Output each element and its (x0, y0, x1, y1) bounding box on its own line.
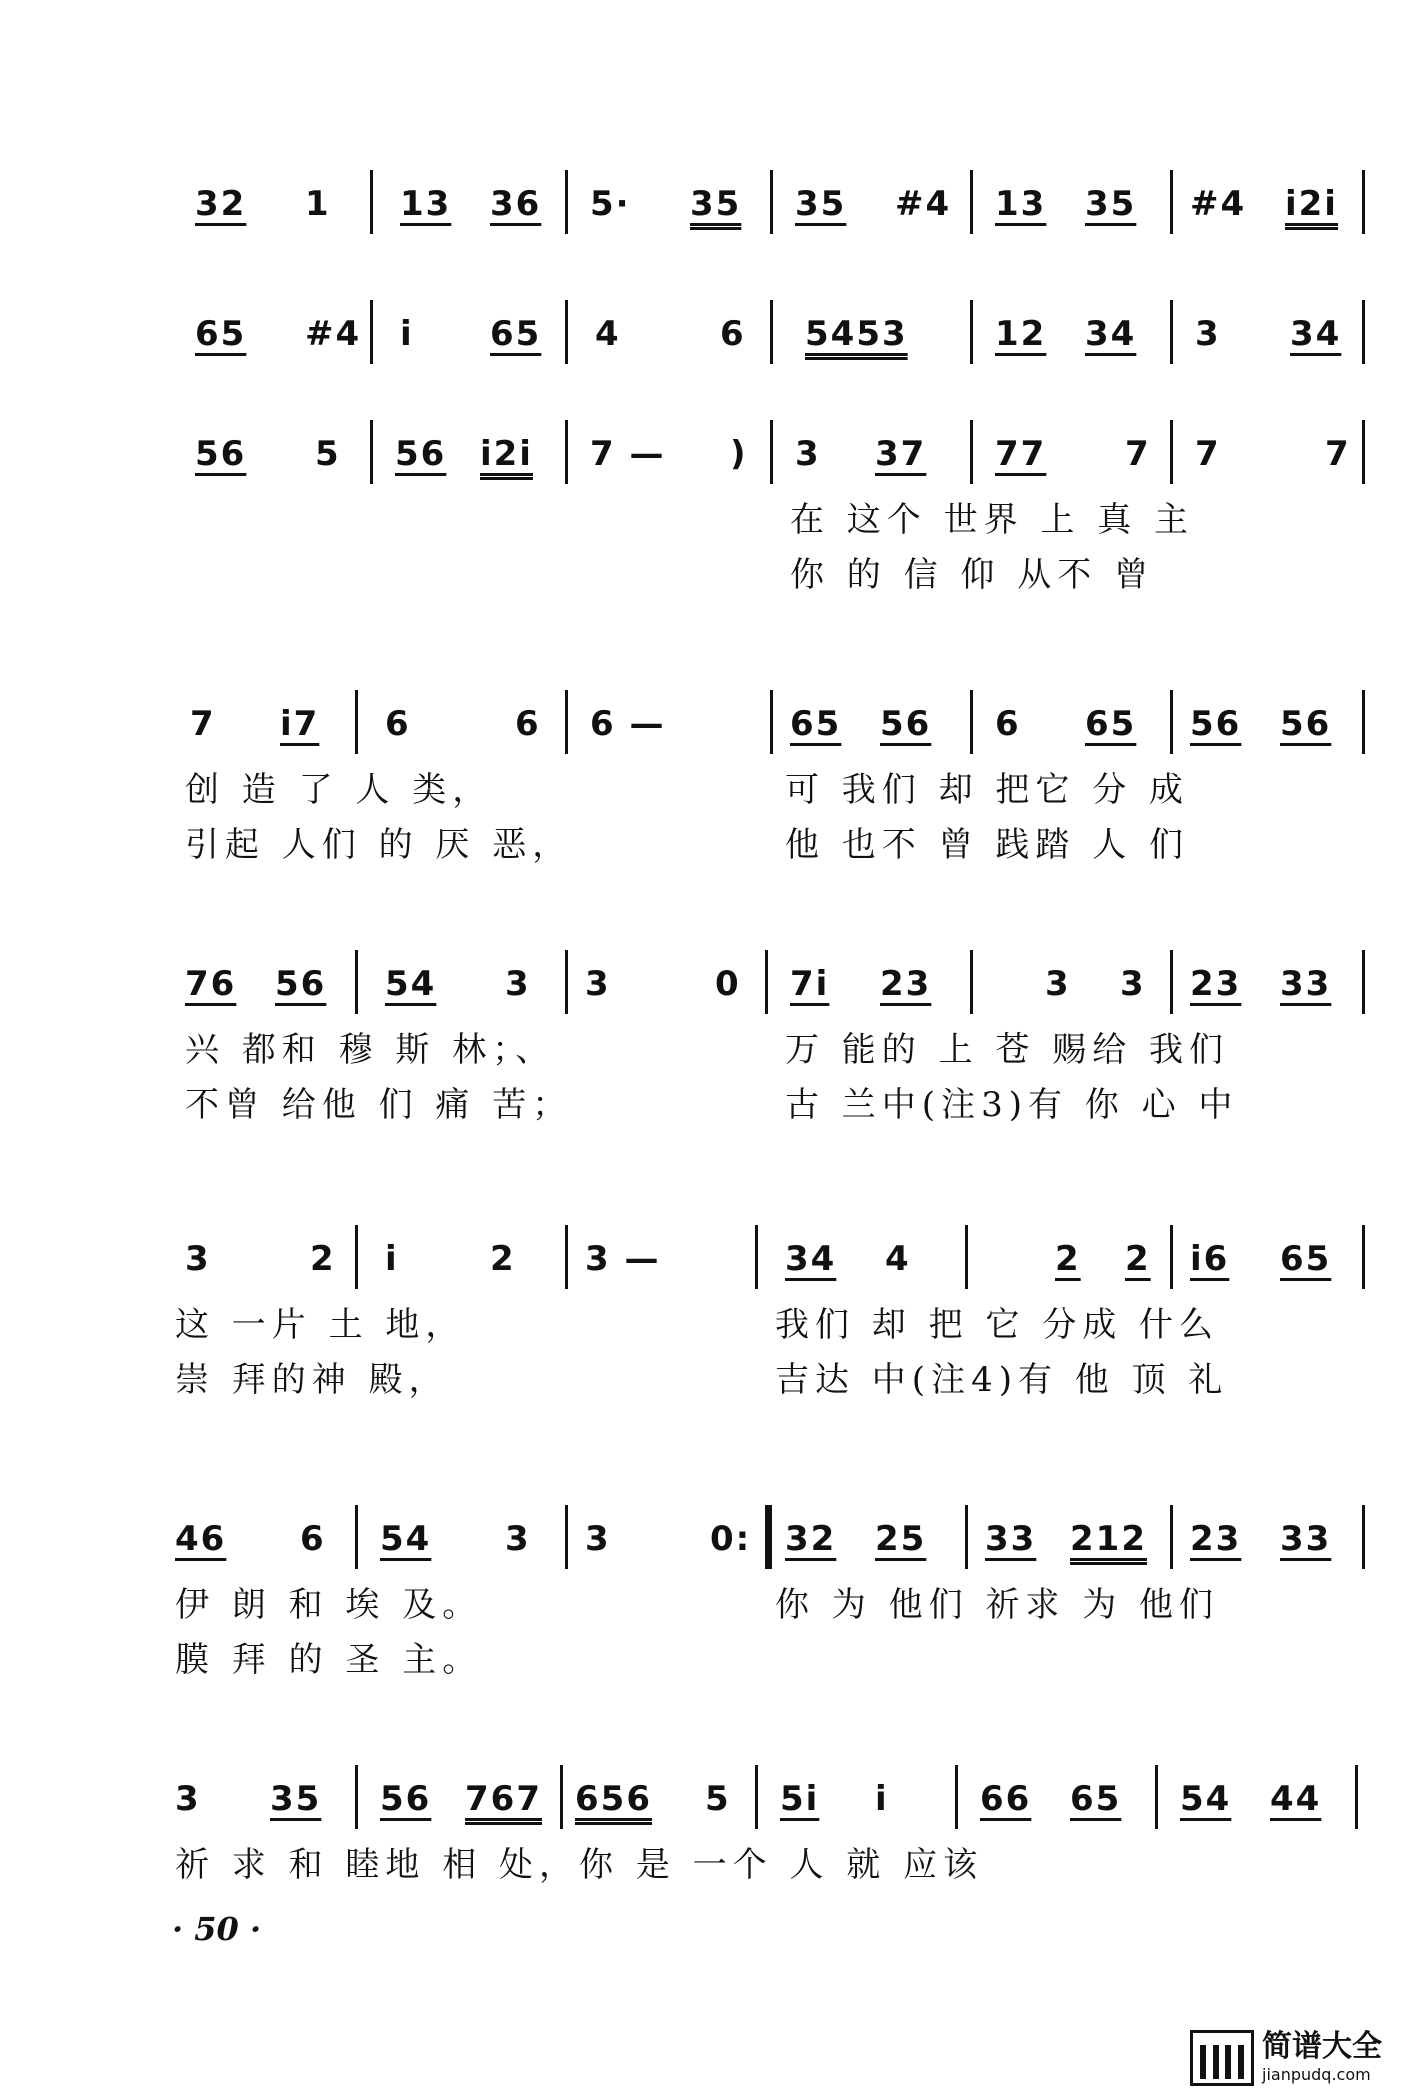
lyric-line-1a: 伊 朗 和 埃 及。 (175, 1585, 483, 1625)
note-group: 77 (995, 434, 1047, 474)
staff-system-3 (175, 420, 1365, 595)
barline (370, 420, 373, 484)
barline (560, 1765, 563, 1829)
barline (955, 1765, 958, 1829)
barline (1362, 950, 1365, 1014)
note-group: 56 (1190, 704, 1242, 744)
note: 6 (300, 1519, 326, 1559)
barline (970, 300, 973, 364)
notes-row (175, 1765, 1365, 1835)
note: 5 (705, 1779, 731, 1819)
note-group: 56 (195, 434, 247, 474)
note-group: 32 (195, 184, 247, 224)
lyric-line-1: 在 这个 世界 上 真 主 (790, 500, 1195, 540)
note-group: 46 (175, 1519, 227, 1559)
barline (565, 300, 568, 364)
note-group: 65 (1070, 1779, 1122, 1819)
note: i (400, 314, 414, 354)
note: #4 (305, 314, 362, 354)
note-group: 65 (1280, 1239, 1332, 1279)
note: 6 — (590, 704, 666, 744)
barline (370, 300, 373, 364)
note: i (385, 1239, 399, 1279)
barline (970, 950, 973, 1014)
note: 1 (305, 184, 331, 224)
barline (755, 1765, 758, 1829)
note: 6 (995, 704, 1021, 744)
note-group: 54 (380, 1519, 432, 1559)
note-group: 76 (185, 964, 237, 1004)
barline (1355, 1765, 1358, 1829)
note-group: 2 (1125, 1239, 1151, 1279)
note-group: 767 (465, 1779, 542, 1819)
note-group: 23 (1190, 964, 1242, 1004)
notes-row (175, 950, 1365, 1020)
note-group: 34 (1085, 314, 1137, 354)
note: 6 (720, 314, 746, 354)
barline (770, 170, 773, 234)
note: 6 (385, 704, 411, 744)
note-group: 23 (880, 964, 932, 1004)
note-group: i2i (1285, 184, 1338, 224)
barline (970, 690, 973, 754)
barline (1170, 950, 1173, 1014)
note-group: 12 (995, 314, 1047, 354)
watermark-url: jianpudq.com (1262, 2065, 1371, 2084)
lyric-line-2b: 他 也不 曾 践踏 人 们 (785, 825, 1190, 865)
note-group: 54 (1180, 1779, 1232, 1819)
lyric-line-2: 你 的 信 仰 从不 曾 (790, 555, 1155, 595)
note: #4 (895, 184, 952, 224)
barline (355, 950, 358, 1014)
note: 3 (1195, 314, 1221, 354)
note-group: i2i (480, 434, 533, 474)
note-group: 35 (270, 1779, 322, 1819)
staff-system-6 (175, 1225, 1365, 1400)
note-group: 7i (790, 964, 830, 1004)
notes-row (175, 1225, 1365, 1295)
lyric-line-1a: 创 造 了 人 类， (185, 770, 493, 810)
note-group: 34 (1290, 314, 1342, 354)
note-group: 25 (875, 1519, 927, 1559)
note: 5 (315, 434, 341, 474)
note-group: 56 (380, 1779, 432, 1819)
barline (565, 690, 568, 754)
note-group: 35 (795, 184, 847, 224)
note-group: 56 (880, 704, 932, 744)
barline (1362, 300, 1365, 364)
barline (1170, 170, 1173, 234)
note-group: 5453 (805, 314, 908, 354)
note: 7 — (590, 434, 666, 474)
note-group: i7 (280, 704, 320, 744)
note-group: 13 (995, 184, 1047, 224)
staff-system-4 (175, 690, 1365, 865)
note: 5· (590, 184, 631, 224)
barline (970, 420, 973, 484)
note-group: i6 (1190, 1239, 1230, 1279)
barline (565, 950, 568, 1014)
barline (1362, 420, 1365, 484)
note-group: 56 (275, 964, 327, 1004)
watermark-logo (1190, 2030, 1400, 2086)
note: 3 (585, 964, 611, 1004)
barline (770, 690, 773, 754)
notes-row (175, 300, 1365, 370)
barline (565, 1225, 568, 1289)
lyric-line-1a: 这 一片 土 地， (175, 1305, 466, 1345)
note-group: 23 (1190, 1519, 1242, 1559)
note-group: 65 (790, 704, 842, 744)
note: ) (730, 434, 748, 474)
barline (965, 1225, 968, 1289)
barline (965, 1505, 968, 1569)
note: 3 (1045, 964, 1071, 1004)
barline (370, 170, 373, 234)
note-group: 44 (1270, 1779, 1322, 1819)
note-group: 56 (1280, 704, 1332, 744)
lyric-line-2a: 膜 拜 的 圣 主。 (175, 1640, 483, 1680)
barline (355, 690, 358, 754)
note-group: 35 (690, 184, 742, 224)
note: 7 (190, 704, 216, 744)
note: 0 (715, 964, 741, 1004)
lyric-line-1b: 可 我们 却 把它 分 成 (785, 770, 1190, 810)
notes-row (175, 170, 1365, 240)
notes-row (175, 690, 1365, 760)
staff-system-5 (175, 950, 1365, 1125)
note-group: 65 (195, 314, 247, 354)
lyric-line-1: 祈 求 和 睦地 相 处，你 是 一个 人 就 应该 (175, 1845, 984, 1885)
lyric-line-1b: 我们 却 把 它 分成 什么 (775, 1305, 1220, 1345)
note: 3 (795, 434, 821, 474)
barline (565, 420, 568, 484)
notes-row (175, 1505, 1365, 1575)
lyric-line-2b: 古 兰中(注3)有 你 心 中 (785, 1085, 1239, 1125)
note-group: 56 (395, 434, 447, 474)
lyric-line-2a: 不曾 给他 们 痛 苦； (185, 1085, 573, 1125)
barline (355, 1505, 358, 1569)
note-group: 32 (785, 1519, 837, 1559)
barline (1170, 1225, 1173, 1289)
note: i (875, 1779, 889, 1819)
note: 3 (585, 1519, 611, 1559)
barline (1170, 1505, 1173, 1569)
note: 6 (515, 704, 541, 744)
note-group: 5i (780, 1779, 820, 1819)
staff-system-8 (175, 1765, 1365, 1885)
barline (1170, 420, 1173, 484)
barline (1362, 170, 1365, 234)
note: 3 (505, 1519, 531, 1559)
note: 2 (490, 1239, 516, 1279)
barline (770, 420, 773, 484)
note-group: 33 (985, 1519, 1037, 1559)
note-group: 13 (400, 184, 452, 224)
lyric-line-2a: 引起 人们 的 厌 恶， (185, 825, 573, 865)
note: 0: (710, 1519, 752, 1559)
note-group: 33 (1280, 964, 1332, 1004)
barline (1170, 690, 1173, 754)
lyric-line-1b: 你 为 他们 祈求 为 他们 (775, 1585, 1220, 1625)
note: 3 (1120, 964, 1146, 1004)
note-group: 656 (575, 1779, 652, 1819)
note: 7 (1125, 434, 1151, 474)
note: #4 (1190, 184, 1247, 224)
note: 3 — (585, 1239, 661, 1279)
note-group: 36 (490, 184, 542, 224)
barline (765, 950, 768, 1014)
note-group: 35 (1085, 184, 1137, 224)
lyric-line-1a: 兴 都和 穆 斯 林；、 (185, 1030, 556, 1070)
lyric-line-2b: 吉达 中(注4)有 他 顶 礼 (775, 1360, 1229, 1400)
note-group: 37 (875, 434, 927, 474)
staff-system-2 (175, 300, 1365, 370)
lyric-line-2a: 崇 拜的神 殿， (175, 1360, 449, 1400)
notes-row (175, 420, 1365, 490)
note-group: 212 (1070, 1519, 1147, 1559)
note: 3 (505, 964, 531, 1004)
note: 4 (885, 1239, 911, 1279)
barline (355, 1225, 358, 1289)
note: 7 (1195, 434, 1221, 474)
piano-keys-icon (1190, 2030, 1254, 2086)
note-group: 65 (1085, 704, 1137, 744)
note: 2 (310, 1239, 336, 1279)
barline (970, 170, 973, 234)
page-number: · 50 · (172, 1910, 262, 1948)
barline (1362, 690, 1365, 754)
barline (565, 1505, 568, 1569)
staff-system-1 (175, 170, 1365, 240)
barline (1170, 300, 1173, 364)
barline (565, 170, 568, 234)
barline (1362, 1225, 1365, 1289)
repeat-barline (765, 1505, 772, 1569)
barline (1362, 1505, 1365, 1569)
note-group: 65 (490, 314, 542, 354)
staff-system-7 (175, 1505, 1365, 1680)
note-group: 34 (785, 1239, 837, 1279)
barline (770, 300, 773, 364)
note-group: 66 (980, 1779, 1032, 1819)
note: 3 (185, 1239, 211, 1279)
note: 7 (1325, 434, 1351, 474)
note: 3 (175, 1779, 201, 1819)
lyric-line-1b: 万 能的 上 苍 赐给 我们 (785, 1030, 1230, 1070)
note-group: 54 (385, 964, 437, 1004)
barline (755, 1225, 758, 1289)
note-group: 33 (1280, 1519, 1332, 1559)
note-group: 2 (1055, 1239, 1081, 1279)
watermark-brand: 简谱大全 (1262, 2029, 1382, 2064)
barline (355, 1765, 358, 1829)
note: 4 (595, 314, 621, 354)
barline (1155, 1765, 1158, 1829)
